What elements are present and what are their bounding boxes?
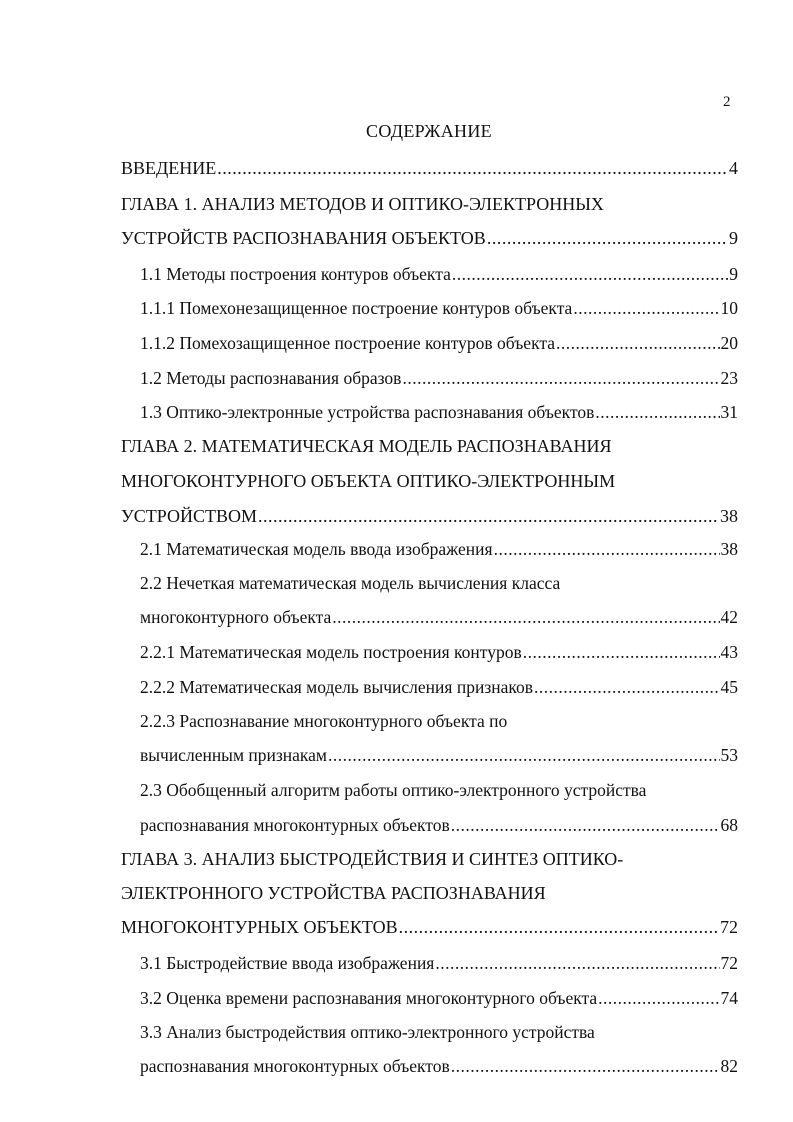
toc-section-1-1-2 xyxy=(140,330,738,356)
toc-entry-text: 2.2.1 Математическая модель построения контуров xyxy=(140,642,522,662)
toc-section-3-3-line-1: 3.3 Анализ быстродействия оптико-электронного устройства xyxy=(140,1022,595,1042)
toc-section-3-1 xyxy=(140,950,738,976)
page-number: 2 xyxy=(723,94,731,110)
dot-leader xyxy=(258,503,719,529)
toc-chapter-2-line-2: МНОГОКОНТУРНОГО ОБЪЕКТА ОПТИКО-ЭЛЕКТРОННЫМ xyxy=(121,471,616,491)
toc-entry-page: 45 xyxy=(720,677,738,697)
toc-entry-page: 4 xyxy=(729,158,738,178)
toc-entry-page: 53 xyxy=(720,745,738,765)
toc-entry-text: 1.1.2 Помехозащищенное построение контуров объекта xyxy=(140,333,555,353)
toc-section-1-3 xyxy=(140,399,738,425)
toc-entry-text: вычисленным признакам xyxy=(140,745,327,765)
toc-section-2-3-line-1: 2.3 Обобщенный алгоритм работы оптико-электронного устройства xyxy=(140,780,647,800)
toc-entry-page: 43 xyxy=(720,642,738,662)
toc-title: СОДЕРЖАНИЕ xyxy=(366,121,492,141)
toc-entry-text: 1.3 Оптико-электронные устройства распознавания объектов xyxy=(140,402,595,422)
toc-chapter-3-line-1: ГЛАВА 3. АНАЛИЗ БЫСТРОДЕЙСТВИЯ И СИНТЕЗ ОПТИКО- xyxy=(121,849,624,869)
toc-section-2-2-line-1: 2.2 Нечеткая математическая модель вычисления класса xyxy=(140,573,561,593)
toc-entry-text: МНОГОКОНТУРНЫХ ОБЪЕКТОВ xyxy=(121,917,398,937)
toc-entry-page: 20 xyxy=(720,333,738,353)
toc-section-3-3 xyxy=(140,1053,738,1079)
toc-chapter-2 xyxy=(121,503,738,529)
toc-section-2-2-2 xyxy=(140,674,738,700)
toc-section-2-2-1 xyxy=(140,639,738,665)
dot-leader xyxy=(494,536,720,562)
dot-leader xyxy=(534,674,720,700)
toc-entry-text: УСТРОЙСТВОМ xyxy=(121,506,257,526)
toc-chapter-1-line-1: ГЛАВА 1. АНАЛИЗ МЕТОДОВ И ОПТИКО-ЭЛЕКТРОННЫХ xyxy=(121,194,604,214)
dot-leader xyxy=(452,261,728,287)
toc-entry-page: 31 xyxy=(720,402,738,422)
dot-leader xyxy=(556,330,720,356)
toc-entry-text: 3.1 Быстродействие ввода изображения xyxy=(140,953,435,973)
toc-entry-page: 74 xyxy=(720,988,738,1008)
toc-entry-page: 38 xyxy=(720,539,738,559)
toc-chapter-3 xyxy=(121,914,738,940)
dot-leader xyxy=(328,742,720,768)
dot-leader xyxy=(573,295,719,321)
dot-leader xyxy=(332,604,719,630)
dot-leader xyxy=(523,639,720,665)
toc-entry-page: 42 xyxy=(720,607,738,627)
toc-entry-text: УСТРОЙСТВ РАСПОЗНАВАНИЯ ОБЪЕКТОВ xyxy=(121,228,486,248)
toc-section-2-2-3-line-1: 2.2.3 Распознавание многоконтурного объекта по xyxy=(140,711,508,731)
toc-section-3-2 xyxy=(140,985,738,1011)
toc-entry-page: 72 xyxy=(720,953,738,973)
toc-entry-page: 72 xyxy=(720,917,738,937)
toc-entry-page: 9 xyxy=(729,228,738,248)
toc-chapter-2-line-1: ГЛАВА 2. МАТЕМАТИЧЕСКАЯ МОДЕЛЬ РАСПОЗНАВАНИЯ xyxy=(121,436,612,456)
toc-entry-page: 10 xyxy=(720,298,738,318)
toc-entry-text: 2.1 Математическая модель ввода изображения xyxy=(140,539,493,559)
dot-leader xyxy=(399,914,719,940)
toc-section-2-3 xyxy=(140,812,738,838)
toc-section-1-2 xyxy=(140,365,738,391)
dot-leader xyxy=(487,225,728,251)
toc-entry-page: 9 xyxy=(729,264,738,284)
toc-section-1-1-1 xyxy=(140,295,738,321)
dot-leader xyxy=(451,1053,720,1079)
dot-leader xyxy=(217,155,728,181)
dot-leader xyxy=(435,950,719,976)
toc-section-2-2 xyxy=(140,604,738,630)
toc-entry-text: 1.2 Методы распознавания образов xyxy=(140,368,402,388)
toc-entry-page: 68 xyxy=(720,815,738,835)
toc-chapter-3-line-2: ЭЛЕКТРОННОГО УСТРОЙСТВА РАСПОЗНАВАНИЯ xyxy=(121,883,546,903)
toc-chapter-1 xyxy=(121,225,738,251)
dot-leader xyxy=(595,399,719,425)
toc-entry-page: 23 xyxy=(720,368,738,388)
dot-leader xyxy=(451,812,720,838)
toc-section-1-1 xyxy=(140,261,738,287)
dot-leader xyxy=(402,365,719,391)
toc-entry-text: многоконтурного объекта xyxy=(140,607,332,627)
toc-entry-page: 38 xyxy=(720,506,738,526)
toc-section-2-2-3 xyxy=(140,742,738,768)
toc-entry-page: 82 xyxy=(720,1056,738,1076)
toc-entry-text: 1.1 Методы построения контуров объекта xyxy=(140,264,451,284)
toc-entry-text: 2.2.2 Математическая модель вычисления признаков xyxy=(140,677,533,697)
toc-entry-intro xyxy=(121,155,738,181)
toc-entry-text: распознавания многоконтурных объектов xyxy=(140,815,450,835)
dot-leader xyxy=(598,985,719,1011)
toc-section-2-1 xyxy=(140,536,738,562)
toc-entry-text: ВВЕДЕНИЕ xyxy=(121,158,217,178)
toc-entry-text: 1.1.1 Помехонезащищенное построение контуров объекта xyxy=(140,298,573,318)
toc-entry-text: 3.2 Оценка времени распознавания многоконтурного объекта xyxy=(140,988,598,1008)
toc-entry-text: распознавания многоконтурных объектов xyxy=(140,1056,450,1076)
